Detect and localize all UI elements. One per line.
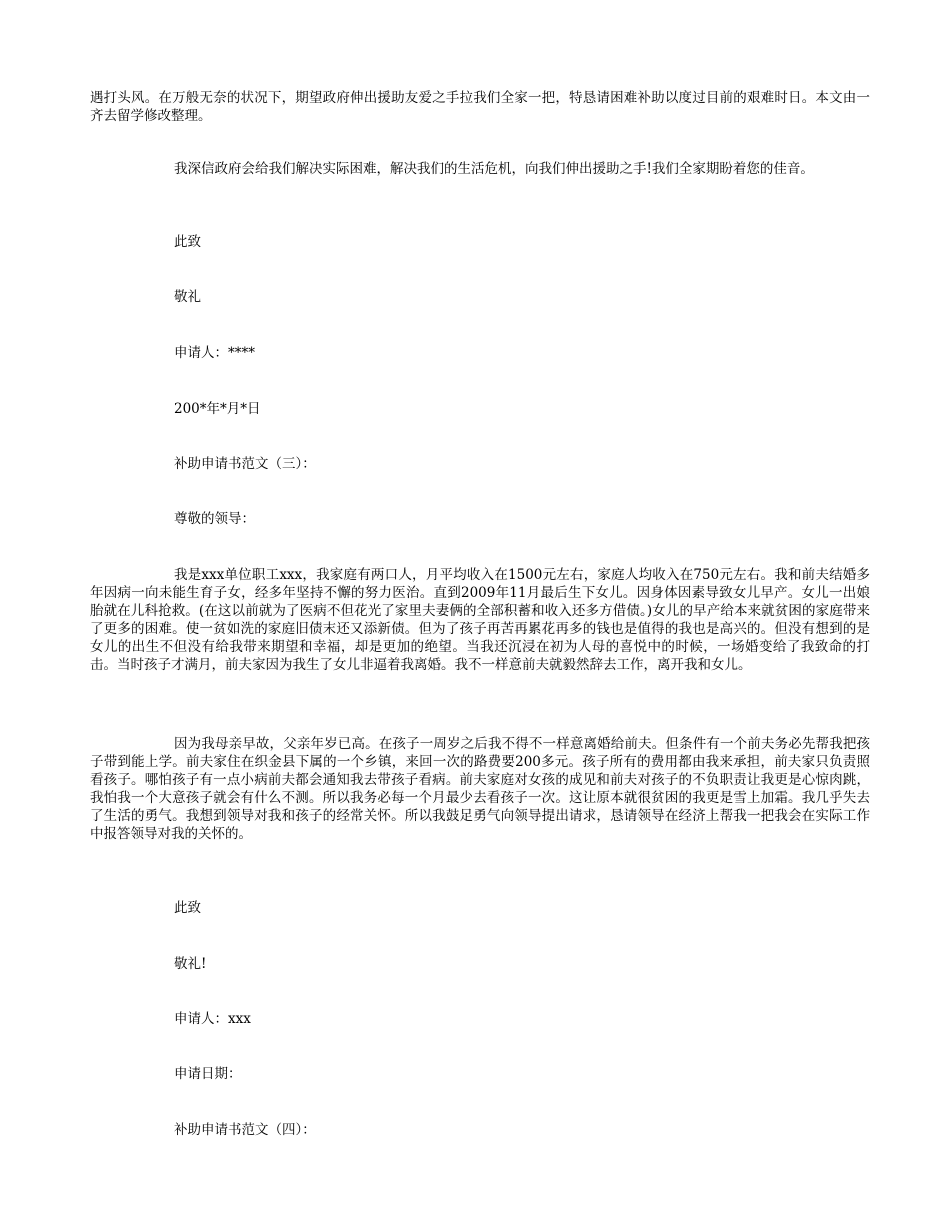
- paragraph-request-reason: 因为我母亲早故，父亲年岁已高。在孩子一周岁之后我不得不一样意离婚给前夫。但条件有一个前夫务必先帮我把孩子带到能上学。前夫家住在织金县下属的一个乡镇，来回一次的路费要200多元。孩子所有的费用都由我来承担，前夫家只负责照看孩子。哪怕孩子有一点小病前夫都会通知我去带孩子看病。前夫家庭对女孩的成见和前夫对孩子的不负职责让我更是心惊肉跳，我怕我一个大意孩子就会有什么不测。所以我务必每一个月最少去看孩子一次。这让原本就很贫困的我更是雪上加霜。我几乎失去了生活的勇气。我想到领导对我和孩子的经常关怀。所以我鼓足勇气向领导提出请求，恳请领导在经济上帮我一把我会在实际工作中报答领导对我的关怀的。: [90, 736, 870, 842]
- paragraph-family-situation: 我是xxx单位职工xxx，我家庭有两口人，月平均收入在1500元左右，家庭人均收入在750元左右。我和前夫结婚多年因病一向未能生育子女，经多年坚持不懈的努力医治。直到2009年11月最后生下女儿。因身体因素导致女儿早产。女儿一出娘胎就在儿科抢救。(在这以前就为了医病不但花光了家里夫妻俩的全部积蓄和收入还多方借债。)女儿的早产给本来就贫困的家庭带来了更多的困难。使一贫如洗的家庭旧债末还又添新债。但为了孩子再苦再累花再多的钱也是值得的我也是高兴的。但没有想到的是女儿的出生不但没有给我带来期望和幸福，却是更加的绝望。当我还沉浸在初为人母的喜悦中的时候，一场婚变给了我致命的打击。当时孩子才满月，前夫家因为我生了女儿非逼着我离婚。我不一样意前夫就毅然辞去工作，离开我和女儿。: [90, 567, 870, 673]
- section-heading-four: 补助申请书范文（四）：: [174, 1122, 316, 1138]
- application-date-line: 申请日期：: [174, 1066, 242, 1082]
- section-heading-three: 补助申请书范文（三）：: [174, 456, 316, 472]
- applicant-line: 申请人：****: [174, 345, 255, 361]
- salutation-cizhi-2: 此致: [174, 900, 201, 916]
- paragraph-intro-continuation: 遇打头风。在万般无奈的状况下，期望政府伸出援助友爱之手拉我们全家一把，特恳请困难补助以度过目前的艰难时日。本文由一齐去留学修改整理。: [90, 90, 870, 124]
- salutation-cizhi: 此致: [174, 234, 201, 250]
- salutation-jingli-2: 敬礼!: [174, 956, 207, 972]
- salutation-jingli: 敬礼: [174, 289, 201, 305]
- paragraph-closing-hope: 我深信政府会给我们解决实际困难，解决我们的生活危机，向我们伸出援助之手!我们全家期盼着您的佳音。: [174, 161, 814, 177]
- greeting-line: 尊敬的领导：: [174, 511, 255, 527]
- applicant-line-2: 申请人：xxx: [174, 1011, 251, 1027]
- date-line: 200*年*月*日: [174, 401, 261, 417]
